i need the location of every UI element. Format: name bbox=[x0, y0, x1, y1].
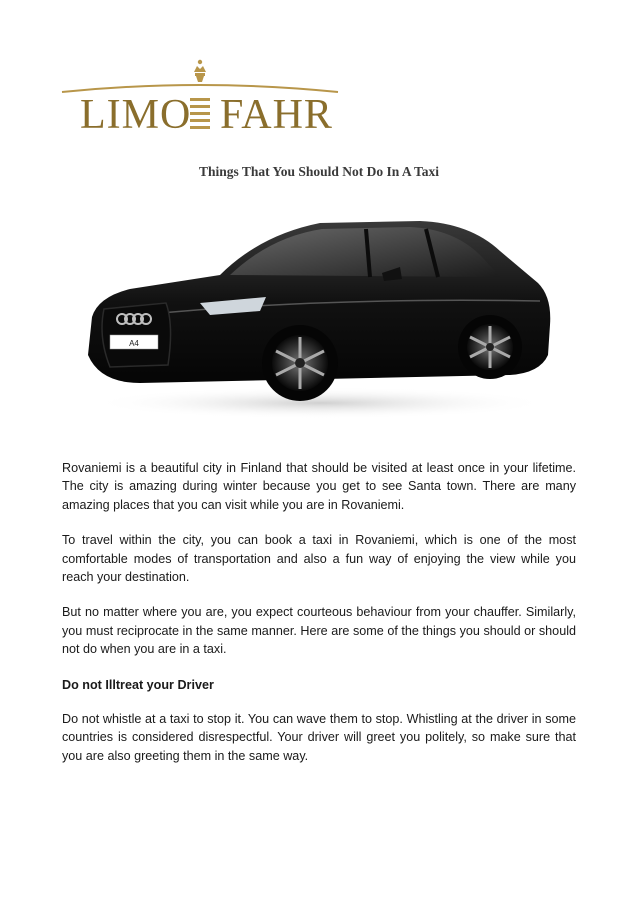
paragraph-travel: To travel within the city, you can book a taxi in Rovaniemi, which is one of the most comfortable modes of transportation and also a fun way of enjoying the view while you reach your destination. bbox=[62, 533, 576, 585]
limofahr-logo bbox=[60, 58, 340, 140]
logo-text-limo: LIMO bbox=[80, 92, 192, 138]
logo-text-fahr: FAHR bbox=[220, 92, 333, 138]
car-image bbox=[70, 205, 570, 425]
document-title: Things That You Should Not Do In A Taxi bbox=[198, 164, 440, 179]
black-sedan-car-icon bbox=[70, 205, 570, 425]
paragraph-intro: Rovaniemi is a beautiful city in Finland that should be visited at least once in your lifetime. The city is amazing during winter because you get to see Santa town. There are many amazing places that you can visit while you are in Rovaniemi. bbox=[62, 461, 576, 512]
section-heading: Do not Illtreat your Driver bbox=[62, 677, 214, 692]
paragraph-whistle: Do not whistle at a taxi to stop it. You can wave them to stop. Whistling at the driver in some countries is considered disrespectful. Your driver will greet you politely, so make sure that you are also greeting them in the same way. bbox=[62, 712, 576, 763]
document-body bbox=[62, 459, 576, 782]
crown-icon bbox=[194, 60, 206, 82]
paragraph-courtesy: But no matter where you are, you expect courteous behaviour from your chauffer. Similarly, you must reciprocate in the same manner. Here are some of the things you should or should not do when you are in a taxi. bbox=[62, 605, 576, 657]
plate-text: A4 bbox=[129, 339, 139, 348]
